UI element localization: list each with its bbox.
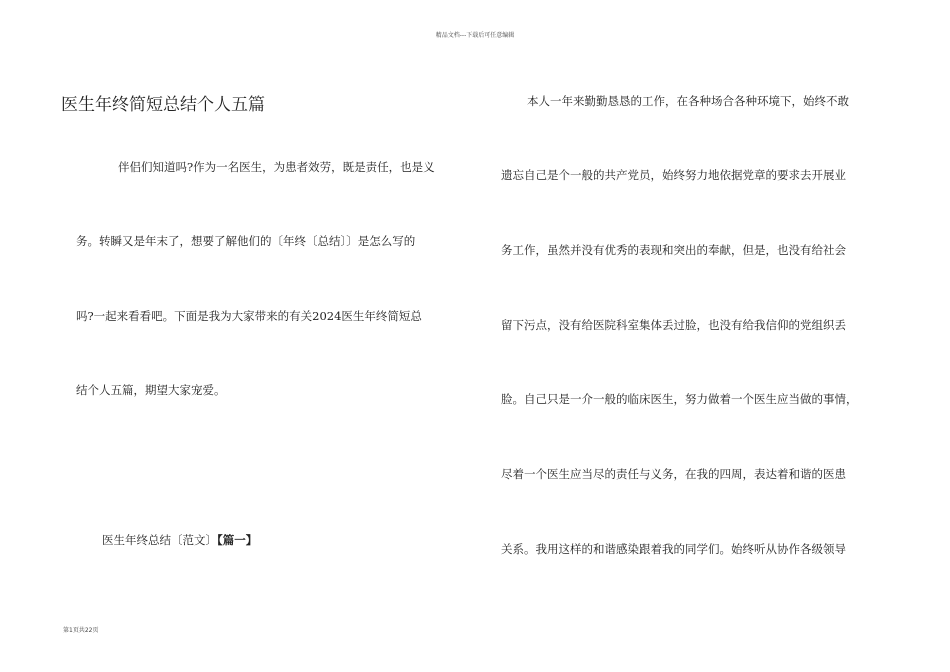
right-paragraph-line: 关系。我用这样的和谐感染跟着我的同学们。始终听从协作各级领导 (501, 542, 846, 556)
document-title: 医生年终简短总结个人五篇 (61, 95, 265, 115)
right-paragraph-line: 尽着一个医生应当尽的责任与义务，在我的四周，表达着和谐的医患 (501, 467, 846, 481)
right-paragraph-line: 脸。自己只是一介一般的临床医生，努力做着一个医生应当做的事情， (501, 392, 858, 406)
left-paragraph-line: 吗?一起来看看吧。下面是我为大家带来的有关2024医生年终简短总 (76, 309, 422, 323)
left-paragraph-line: 结个人五篇，期望大家宠爱。 (76, 383, 226, 397)
page-number-footer: 第1页共22页 (63, 627, 99, 634)
right-paragraph-line: 本人一年来勤勤恳恳的工作，在各种场合各种环境下，始终不敢 (527, 94, 849, 108)
section-heading-text: 医生年终总结〔范文〕 (102, 533, 217, 547)
right-paragraph-line: 遗忘自己是个一般的共产党员，始终努力地依据党章的要求去开展业 (501, 168, 846, 182)
header-note: 精品文档---下载后可任意编辑 (435, 32, 515, 39)
left-paragraph-line: 伴侣们知道吗?作为一名医生，为患者效劳，既是责任，也是义 (118, 160, 435, 174)
section-heading-number: 【篇一】 (217, 533, 258, 547)
left-paragraph-line: 务。转瞬又是年末了，想要了解他们的〔年终〔总结〕〕是怎么写的 (76, 234, 416, 248)
right-paragraph-line: 务工作，虽然并没有优秀的表现和突出的奉献，但是，也没有给社会 (501, 243, 846, 257)
section-heading (102, 532, 257, 548)
right-paragraph-line: 留下污点，没有给医院科室集体丢过脸，也没有给我信仰的党组织丢 (501, 318, 846, 332)
